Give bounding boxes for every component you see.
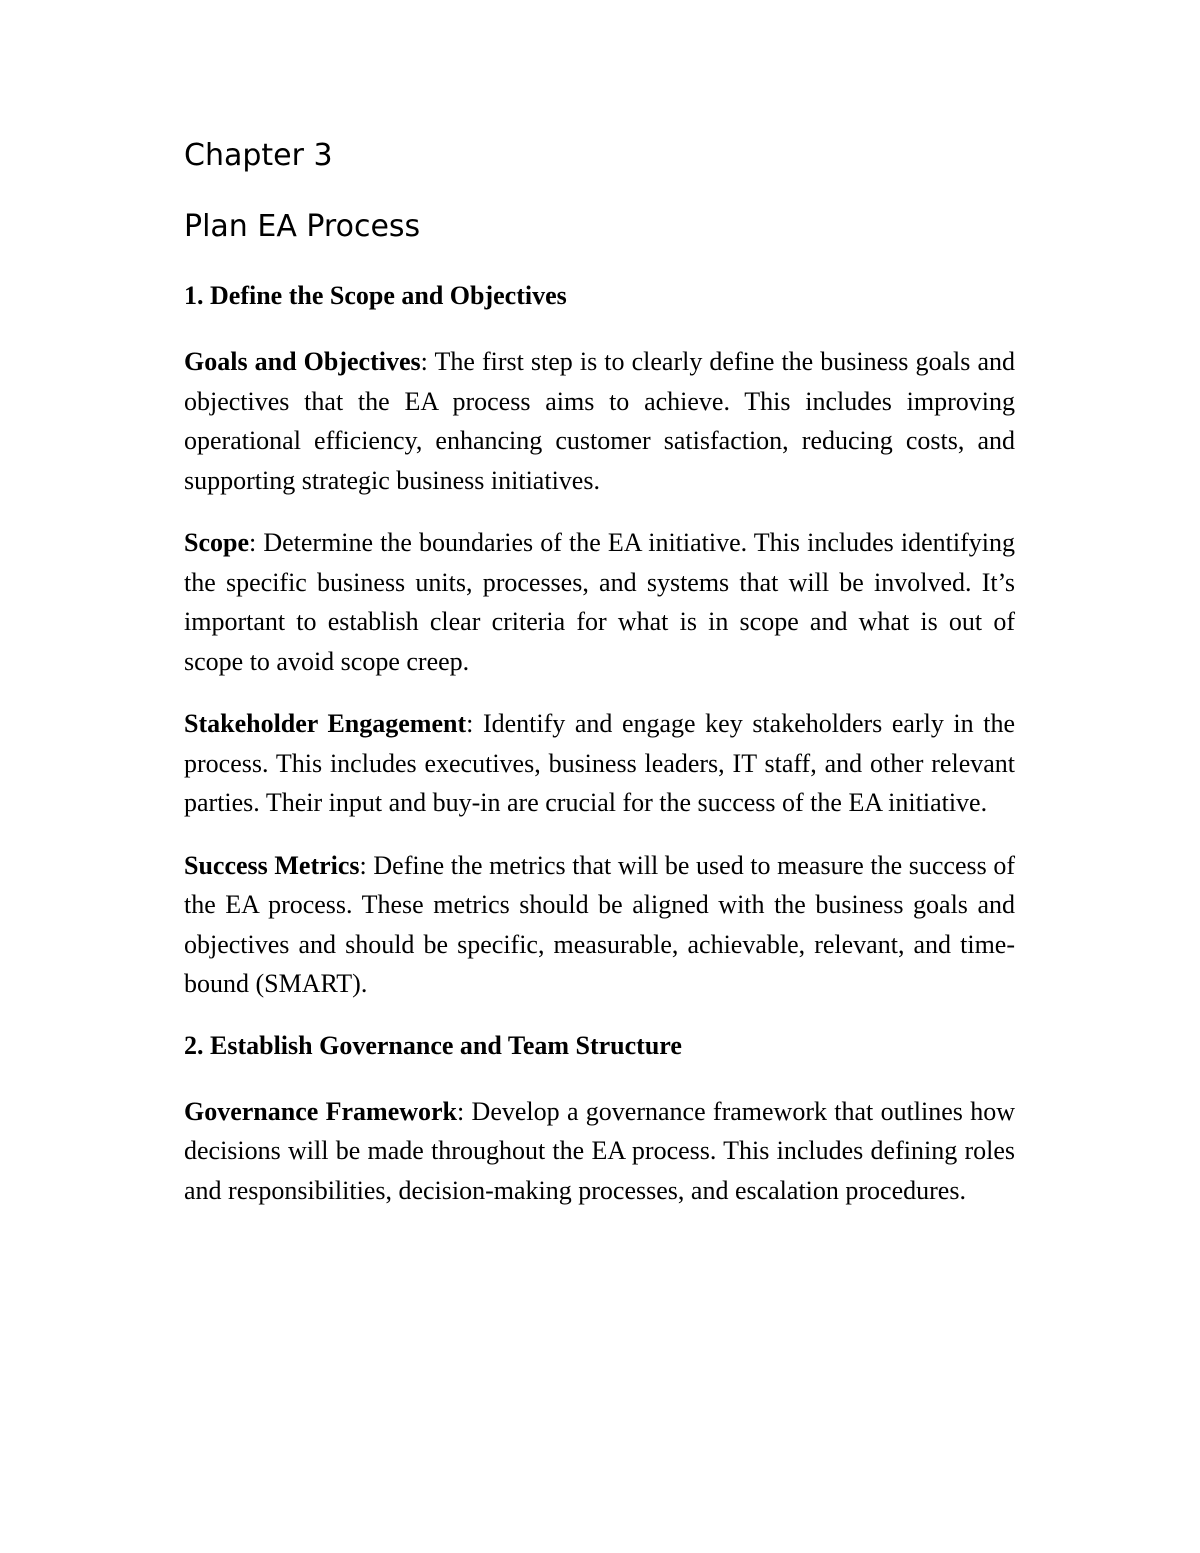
page-content bbox=[184, 136, 1015, 1210]
paragraph-scope bbox=[184, 523, 1015, 681]
term-success-metrics: Success Metrics bbox=[184, 850, 360, 880]
page-title: Plan EA Process bbox=[184, 209, 421, 244]
term-scope: Scope bbox=[184, 528, 249, 557]
body-stakeholder-engagement: : Identify and engage key stakeholders early in the process. This includes executives, business leaders, IT staff, and other relevant parties. Their input and buy-in are crucial for the success of the EA initiative. bbox=[184, 709, 1015, 817]
body-governance-framework: : Develop a governance framework that outlines how decisions will be made throughout the EA process. This includes defining roles and responsibilities, decision-making processes, and escalation procedures. bbox=[184, 1096, 1015, 1205]
chapter-label: Chapter 3 bbox=[184, 138, 333, 173]
term-governance-framework: Governance Framework bbox=[184, 1096, 458, 1126]
body-success-metrics: : Define the metrics that will be used to measure the success of the EA process. These metrics should be aligned with the business goals and objectives and should be specific, measurable, achievable, relevant, and time-bound (SMART). bbox=[184, 850, 1015, 998]
term-stakeholder-engagement: Stakeholder Engagement bbox=[184, 709, 467, 738]
paragraph-governance-framework bbox=[184, 1092, 1015, 1211]
section-heading-governance: 2. Establish Governance and Team Structure bbox=[184, 1030, 682, 1060]
term-goals-objectives: Goals and Objectives bbox=[184, 347, 421, 376]
body-goals-objectives: : The first step is to clearly define the business goals and objectives that the EA process aims to achieve. This includes improving operational efficiency, enhancing customer satisfaction, reducing costs, and supporting strategic business initiatives. bbox=[184, 347, 1015, 495]
paragraph-success-metrics bbox=[184, 846, 1015, 1004]
paragraph-stakeholder-engagement bbox=[184, 704, 1015, 823]
paragraph-goals-objectives bbox=[184, 342, 1015, 500]
body-scope: : Determine the boundaries of the EA initiative. This includes identifying the specific business units, processes, and systems that will be involved. It’s important to establish clear criteria for what is in scope and what is out of scope to avoid scope creep. bbox=[184, 528, 1015, 676]
section-heading-define-scope: 1. Define the Scope and Objectives bbox=[184, 281, 567, 310]
